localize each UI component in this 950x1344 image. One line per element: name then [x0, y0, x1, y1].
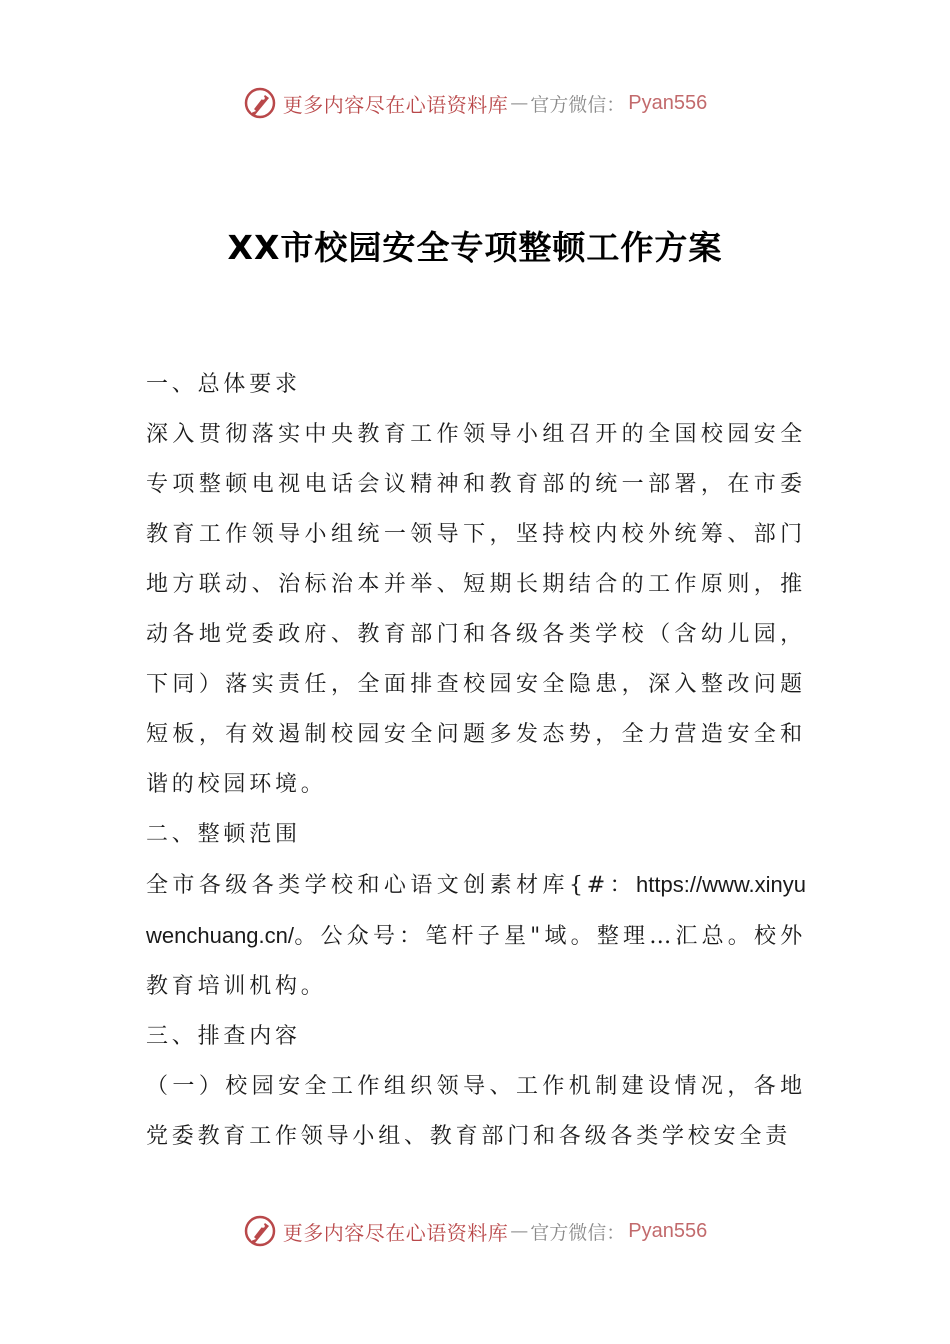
banner-wechat-label: 官方微信： [530, 93, 626, 116]
paragraph-1: 深入贯彻落实中央教育工作领导小组召开的全国校园安全专项整顿电视电话会议精神和教育部的统一部署，在市委教育工作领导小组统一领导下，坚持校内校外统筹、部门地方联动、治标治本并举、短期长期结合的工作原则，推动各地党委政府、教育部门和各级各类学校（含幼儿园，下同）落实责任，全面排查校园安全隐患，深入整改问题短板，有效遏制校园安全问题多发态势，全力营造安全和谐的校园环境。 [146, 422, 806, 797]
banner-wechat-id: Pyan556 [628, 91, 708, 114]
paragraph-2-text-b: 。公众号：笔杆子星"域。整理…汇总。校外教育培训机构。 [146, 924, 806, 999]
pen-logo-icon [243, 1214, 277, 1248]
footer-banner-wechat-id: Pyan556 [628, 1219, 708, 1242]
paragraph-2 [146, 860, 806, 1012]
banner-separator: — [510, 92, 529, 114]
section-heading-3: 三、排查内容 [146, 1024, 301, 1049]
section-heading-2: 二、整顿范围 [146, 822, 301, 847]
document-title: XX市校园安全专项整顿工作方案 [227, 228, 723, 267]
paragraph-3: （一）校园安全工作组织领导、工作机制建设情况，各地党委教育工作领导小组、教育部门和各级各类学校安全责 [146, 1074, 806, 1149]
pen-logo-icon [243, 86, 277, 120]
footer-banner [0, 1211, 950, 1251]
paragraph-2-text-a: 全市各级各类学校和心语文创素材库{#： [146, 873, 637, 898]
footer-banner-separator: — [510, 1220, 529, 1242]
footer-banner-wechat-label: 官方微信： [530, 1221, 626, 1244]
header-banner [0, 83, 950, 123]
document-body [146, 360, 806, 1162]
banner-text: 更多内容尽在心语资料库 [282, 92, 509, 117]
footer-banner-text: 更多内容尽在心语资料库 [282, 1220, 509, 1245]
section-heading-1: 一、总体要求 [146, 372, 301, 397]
paragraph-2-url: https://www.xinyuwenchuang.cn/ [146, 872, 806, 948]
